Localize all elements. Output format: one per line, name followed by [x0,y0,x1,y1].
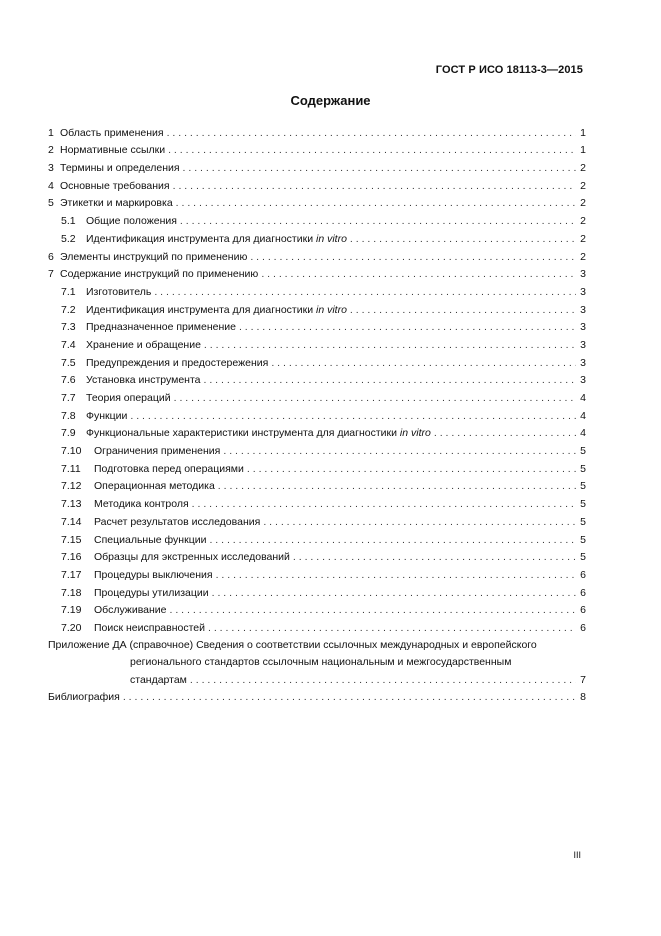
toc-entry[interactable] [48,139,586,157]
toc-entry-title [94,463,244,475]
toc-entry-page: 5 [580,498,586,511]
toc-entry-text: Специальные функции [94,533,207,546]
toc-entry-page: 8 [580,691,586,704]
toc-entry-page: 3 [580,374,586,387]
toc-entry[interactable] [48,369,586,387]
toc-entry-title [86,410,127,422]
bibliography-title: Библиография [48,691,120,704]
toc-entry[interactable] [48,422,586,440]
toc-entry-text: Идентификация инструмента для диагностики [86,303,316,316]
toc-entry-text: Процедуры утилизации [94,586,209,599]
toc-entry[interactable] [48,316,586,334]
toc-entry-title [86,357,268,369]
toc-entry-text: Хранение и обращение [86,338,201,351]
dot-leader [183,162,576,174]
document-code: ГОСТ Р ИСО 18113-3—2015 [435,64,583,76]
toc-entry-page: 2 [580,250,586,263]
toc-entry-page: 7 [580,673,586,686]
appendix-line-3-text: стандартам [130,673,187,686]
toc-entry-text: Предупреждения и предостережения [86,356,269,369]
toc-entry-text: Этикетки и маркировка [60,197,173,210]
toc-entry-title [94,534,206,546]
dot-leader [218,480,576,492]
toc-entry-number: 7.14 [61,515,82,528]
toc-entry-text: Ограничения применения [94,445,221,458]
page-number: III [573,850,581,860]
toc-entry-number: 3 [48,162,54,175]
toc-entry-number: 7.13 [61,498,82,511]
toc-entry-title [94,480,215,492]
toc-entry[interactable] [48,599,586,617]
toc-entry-page: 6 [580,586,586,599]
toc-entry-number: 5.2 [61,232,76,245]
toc-bibliography-entry[interactable] [48,686,586,704]
dot-leader [350,304,576,316]
appendix-line-3 [48,668,586,686]
toc-entry-page: 4 [580,409,586,422]
toc-entry-page: 3 [580,268,586,281]
dot-leader [168,144,576,156]
toc-entry-number: 7.5 [61,356,76,369]
toc-entry[interactable] [48,263,586,281]
toc-entry-title [94,551,290,563]
toc-entry-title [94,622,205,634]
toc-entry[interactable] [48,457,586,475]
toc-entry[interactable] [48,439,586,457]
toc-entry-page: 3 [580,321,586,334]
toc-entry-number: 5 [48,197,54,210]
toc-entry-page: 5 [580,533,586,546]
toc-entry[interactable] [48,475,586,493]
toc-title: Содержание [290,93,371,108]
toc-entry-text: Элементы инструкций по применению [60,250,248,263]
toc-entry-number: 7.2 [61,303,76,316]
toc-entry-text: Изготовитель [86,285,152,298]
toc-entry-text: Операционная методика [94,480,215,493]
toc-entry-number: 7.8 [61,409,76,422]
toc-entry-italic-text: in vitro [315,232,347,245]
toc-appendix-entry[interactable] [48,635,586,686]
toc-entry[interactable] [48,121,586,139]
toc-entry-title [86,392,171,404]
toc-entry-page: 5 [580,445,586,458]
toc-entry-text: Установка инструмента [86,374,201,387]
toc-entry[interactable] [48,492,586,510]
dot-leader [223,445,576,457]
toc-entry-page: 2 [580,232,586,245]
dot-leader [204,339,576,351]
toc-entry[interactable] [48,616,586,634]
toc-entry-title [60,197,173,209]
dot-leader [350,233,576,245]
toc-entry-page: 6 [580,621,586,634]
toc-entry-number: 7.15 [61,533,82,546]
toc-entry-page: 3 [580,285,586,298]
toc-entry-number: 1 [48,126,54,139]
toc-entry-number: 7.3 [61,321,76,334]
toc-entry-title [86,339,201,351]
dot-leader [192,498,576,510]
toc-entry-number: 7.11 [61,462,81,475]
toc-entry-page: 1 [580,126,586,139]
dot-leader [212,587,576,599]
toc-entry-page: 2 [580,162,586,175]
toc-entry-number: 7.18 [61,586,82,599]
toc-entry-page: 3 [580,356,586,369]
toc-entry-text: Образцы для экстренных исследований [94,551,290,564]
toc-entry[interactable] [48,404,586,422]
toc-entry-number: 7.19 [61,604,82,617]
dot-leader [434,427,576,439]
appendix-line-1: Приложение ДА (справочное) Сведения о соответствии ссылочных международных и европейского [48,639,537,652]
toc-entry[interactable] [48,298,586,316]
dot-leader [239,321,576,333]
appendix-line-2: регионального стандартов ссылочным национальным и межгосударственным [130,655,512,668]
toc-entry-title [60,162,180,174]
toc-entry-number: 4 [48,179,54,192]
toc-entry-text: Идентификация инструмента для диагностики [86,232,316,245]
dot-leader [247,463,576,475]
toc-entry-text: Область применения [60,126,164,139]
toc-entry-title [86,321,236,333]
toc-entry-number: 7.1 [61,285,76,298]
toc-entry-title [86,374,201,386]
dot-leader [170,604,576,616]
toc-entry-page: 1 [580,144,586,157]
toc-entry-page: 2 [580,197,586,210]
toc-entry[interactable] [48,546,586,564]
toc-entry-text: Теория операций [86,392,171,404]
dot-leader [130,410,576,422]
toc-entry-number: 7.12 [61,480,82,493]
toc-entry-page: 4 [580,427,586,440]
dot-leader [216,569,576,581]
toc-entry[interactable] [48,528,586,546]
dot-leader [271,357,576,369]
toc-entry-page: 5 [580,515,586,528]
toc-entry-number: 5.1 [61,215,76,228]
toc-entry-title [86,286,151,298]
toc-entry-title [60,251,247,263]
dot-leader [250,251,576,263]
toc-entry[interactable] [48,333,586,351]
toc-entry-text: Обслуживание [94,604,167,617]
dot-leader [204,374,576,386]
toc-entry-page: 3 [580,303,586,316]
table-of-contents [48,121,586,703]
toc-entry-number: 7.9 [61,427,76,440]
toc-entry-title [60,127,164,139]
toc-entry-italic-text: in vitro [399,427,431,440]
dot-leader [209,534,576,546]
toc-entry-text: Функции [86,409,128,422]
dot-leader [180,215,576,227]
dot-leader [174,392,576,404]
dot-leader [176,197,576,209]
toc-entry[interactable] [48,227,586,245]
toc-entry-title [60,268,258,280]
toc-entry-number: 7.16 [61,551,82,564]
toc-entry-page: 6 [580,568,586,581]
toc-entry[interactable] [48,209,586,227]
toc-entry-page: 3 [580,338,586,351]
toc-entry-number: 7.7 [61,392,76,404]
toc-entry-page: 2 [580,179,586,192]
toc-entry[interactable] [48,156,586,174]
toc-entry[interactable] [48,386,586,404]
toc-entry-title [60,144,165,156]
toc-entry-page: 4 [580,392,586,404]
dot-leader [293,551,576,563]
toc-entry[interactable] [48,192,586,210]
toc-entry-text: Нормативные ссылки [60,144,166,157]
toc-entry[interactable] [48,280,586,298]
toc-entry-page: 5 [580,551,586,564]
toc-entry[interactable] [48,245,586,263]
dot-leader [261,268,576,280]
toc-entry-title [94,604,167,616]
toc-entry-number: 7.4 [61,338,76,351]
toc-entry[interactable] [48,563,586,581]
toc-entry-page: 5 [580,462,586,475]
dot-leader [167,127,576,139]
toc-entry-number: 2 [48,144,54,157]
toc-entry-title [94,498,189,510]
toc-entry-title [94,445,220,457]
toc-entry-number: 7 [48,268,54,281]
toc-entry-page: 2 [580,215,586,228]
toc-entry[interactable] [48,510,586,528]
dot-leader [123,691,576,703]
dot-leader [154,286,576,298]
toc-entry-title [60,180,170,192]
toc-entry[interactable] [48,351,586,369]
toc-entry-text: Функциональные характеристики инструмента для диагностики [86,427,400,440]
toc-entry-text: Содержание инструкций по применению [60,268,259,281]
dot-leader [208,622,576,634]
toc-entry[interactable] [48,174,586,192]
toc-entry-text: Общие положения [86,215,177,228]
toc-entry-number: 7.10 [61,445,82,458]
toc-entry-text: Подготовка перед операциями [94,462,244,475]
toc-entry-number: 6 [48,250,54,263]
toc-entry-title [94,516,260,528]
toc-entry-title [86,233,347,245]
toc-entry-text: Методика контроля [94,498,189,511]
toc-entry-title [86,215,177,227]
toc-entry-number: 7.17 [61,568,82,581]
toc-entry-text: Процедуры выключения [94,568,213,581]
dot-leader [173,180,576,192]
toc-entry-number: 7.6 [61,374,76,387]
toc-entry-title [86,427,431,439]
toc-entry-text: Основные требования [60,179,170,192]
toc-entry-page: 6 [580,604,586,617]
dot-leader [263,516,576,528]
dot-leader [190,674,576,686]
toc-entry-title [86,304,347,316]
toc-entry-page: 5 [580,480,586,493]
toc-entry-text: Термины и определения [60,162,180,175]
toc-entry-text: Предназначенное применение [86,321,236,334]
toc-entry-title [94,569,213,581]
toc-entry-text: Расчет результатов исследования [94,515,261,528]
toc-entry-number: 7.20 [61,621,82,634]
toc-entry-title [94,587,209,599]
toc-entry-text: Поиск неисправностей [94,621,205,634]
toc-entry[interactable] [48,581,586,599]
toc-entry-italic-text: in vitro [315,303,347,316]
